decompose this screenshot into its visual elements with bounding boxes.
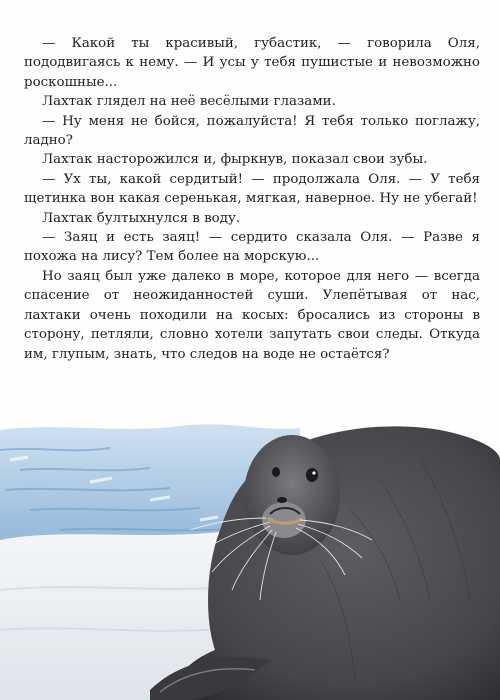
paragraph-7: — Заяц и есть заяц! — сердито сказала Оля. — Разве я похожа на лису? Тем более на морскую... — [24, 230, 480, 265]
paragraph-5: — Ух ты, какой сердитый! — продолжала Оля. — У тебя щетинка вон какая серенькая, мягкая, наверное. Ну не убегай! — [24, 171, 480, 207]
paragraph-1: — Какой ты красивый, губастик, — говорила Оля, пододвигаясь к нему. — И усы у тебя пушистые и невозможно роскошные... — [24, 36, 480, 90]
paragraph-8: Но заяц был уже далеко в море, которое для него — всегда спасение от неожиданностей суши. Улепётывая от нас, лахтаки очень походили на косых: бросались из стороны в сторону, петляли, словно хотели запутать свои следы. Откуда им, глупым, знать, что следов на воде не остаётся? — [24, 268, 480, 362]
seal-illustration — [0, 390, 500, 700]
paragraph-6: Лахтак бултыхнулся в воду. — [42, 210, 241, 226]
story-text — [24, 34, 480, 364]
paragraph-4: Лахтак насторожился и, фыркнув, показал свои зубы. — [42, 152, 428, 168]
paragraph-3: — Ну меня не бойся, пожалуйста! Я тебя только поглажу, ладно? — [24, 113, 480, 149]
paragraph-2: Лахтак глядел на неё весёлыми глазами. — [42, 94, 336, 110]
